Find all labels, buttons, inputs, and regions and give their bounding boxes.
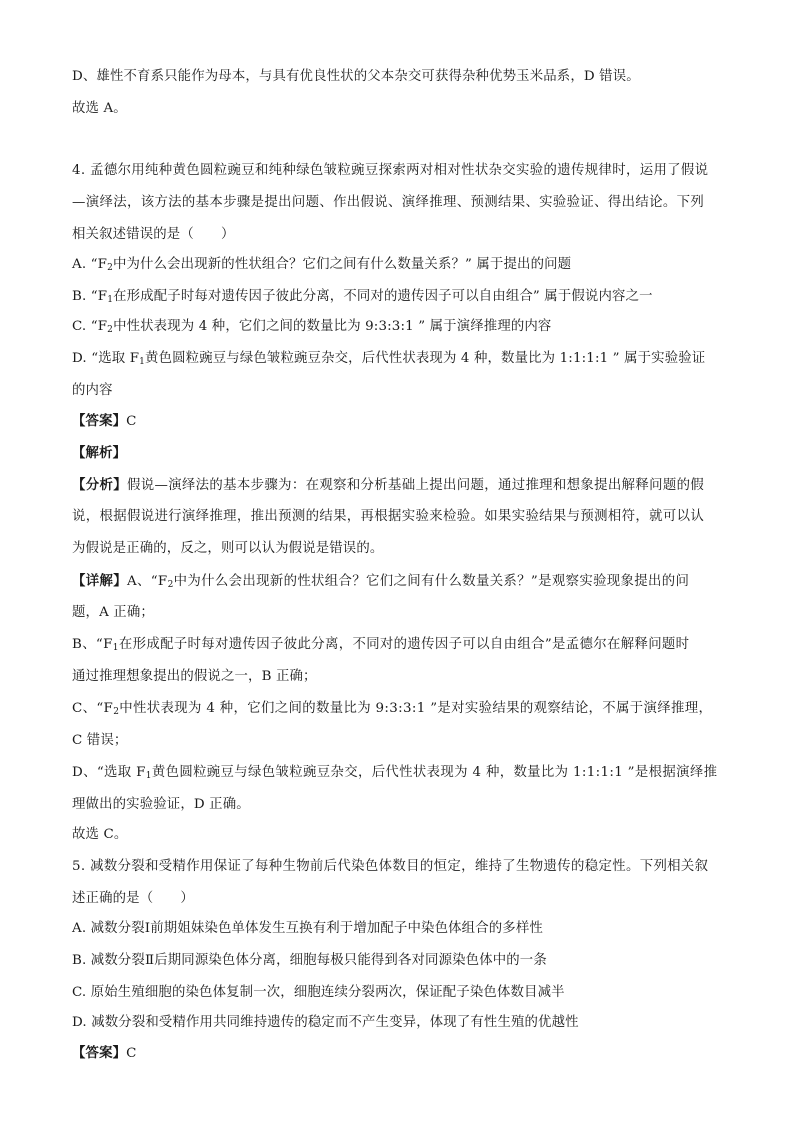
text-line — [72, 194, 704, 212]
text-line — [72, 350, 705, 368]
text-line — [72, 604, 154, 622]
text-line — [72, 508, 704, 526]
section-tag: 【解析】 — [72, 445, 127, 461]
text-line — [72, 100, 127, 118]
line-text: C、“F — [72, 701, 114, 716]
generation-subscript: 1 — [139, 357, 146, 367]
line-text: 说，根据假说进行演绎推理，推出预测的结果，再根据实验来检验。如果实验结果与预测相符，就可以认 — [72, 509, 705, 524]
line-text: C — [126, 414, 137, 429]
line-text: 在形成配子时每对遗传因子彼此分离，不同对的遗传因子可以自由组合” 属于假说内容之一 — [113, 289, 653, 304]
text-line — [72, 764, 717, 782]
line-text: A. 减数分裂Ⅰ前期姐妹染色单体发生互换有利于增加配子中染色体组合的多样性 — [72, 921, 543, 936]
text-line — [72, 1044, 137, 1063]
text-line — [72, 952, 547, 970]
text-line — [72, 288, 653, 306]
line-text: 通过推理想象提出的假说之一，B 正确； — [72, 669, 317, 684]
line-text: D、“选取 F — [72, 765, 146, 780]
text-line — [72, 572, 689, 591]
line-text: A. “F — [72, 257, 108, 272]
line-text: 黄色圆粒豌豆与绿色皱粒豌豆杂交，后代性状表现为 4 种，数量比为 1:1:1:1 ” 属于实验验证 — [145, 351, 706, 366]
text-line — [72, 162, 708, 180]
section-tag: 【分析】 — [72, 477, 127, 493]
text-line — [72, 226, 235, 244]
text-line — [72, 318, 551, 336]
generation-subscript: 2 — [113, 707, 120, 717]
line-text: —演绎法，该方法的基本步骤是提出问题、作出假说、演绎推理、预测结果、实验验证、得出结论。下列 — [72, 195, 705, 210]
text-line — [72, 68, 640, 86]
line-text: 中为什么会出现新的性状组合？它们之间有什么数量关系？”是观察实验现象提出的问 — [173, 574, 690, 589]
line-text: 中为什么会出现新的性状组合？它们之间有什么数量关系？” 属于提出的问题 — [112, 257, 572, 272]
text-line — [72, 636, 689, 654]
line-text: B. 减数分裂Ⅱ后期同源染色体分离，细胞每极只能得到各对同源染色体中的一条 — [72, 953, 547, 968]
line-text: D、雄性不育系只能作为母本，与具有优良性状的父本杂交可获得杂种优势玉米品系，D 错误。 — [72, 69, 640, 84]
line-text: 在形成配子时每对遗传因子彼此分离，不同对的遗传因子可以自由组合”是孟德尔在解释问题时 — [118, 637, 690, 652]
text-line — [72, 890, 194, 908]
line-text: 5. 减数分裂和受精作用保证了每种生物前后代染色体数目的恒定，维持了生物遗传的稳定性。下列相关叙 — [72, 859, 709, 874]
generation-subscript: 1 — [145, 771, 152, 781]
text-line — [72, 412, 137, 431]
text-line — [72, 476, 704, 495]
line-text: D. “选取 F — [72, 351, 140, 366]
line-text: 黄色圆粒豌豆与绿色皱粒豌豆杂交，后代性状表现为 4 种，数量比为 1:1:1:1 ”是根据演绎推 — [151, 765, 718, 780]
line-text: 相关叙述错误的是（ ） — [72, 227, 235, 242]
text-line — [72, 858, 708, 876]
line-text: 故选 A。 — [72, 101, 127, 116]
section-tag: 【答案】 — [72, 1045, 127, 1061]
line-text: 中性状表现为 4 种，它们之间的数量比为 9:3:3:1 ”是对实验结果的观察结论，不属于演绎推理， — [119, 701, 713, 716]
text-line — [72, 920, 543, 938]
section-tag: 【答案】 — [72, 413, 127, 429]
text-line — [72, 382, 113, 400]
text-line — [72, 732, 127, 750]
text-line — [72, 984, 565, 1002]
line-text: 4. 孟德尔用纯种黄色圆粒豌豆和纯种绿色皱粒豌豆探索两对相对性状杂交实验的遗传规律时，运用了假说 — [72, 163, 709, 178]
generation-subscript: 2 — [107, 325, 114, 335]
text-line — [72, 668, 317, 686]
line-text: C 错误； — [72, 733, 128, 748]
text-line — [72, 444, 126, 463]
line-text: 为假说是正确的，反之，则可以认为假说是错误的。 — [72, 541, 384, 556]
line-text: 理做出的实验验证，D 正确。 — [72, 797, 250, 812]
line-text: A、“F — [126, 574, 168, 589]
line-text: 题，A 正确； — [72, 605, 154, 620]
line-text: C. “F — [72, 319, 108, 334]
line-text: 故选 C。 — [72, 827, 128, 842]
line-text: 的内容 — [72, 383, 113, 398]
line-text: C. 原始生殖细胞的染色体复制一次，细胞连续分裂两次，保证配子染色体数目减半 — [72, 985, 565, 1000]
text-line — [72, 700, 712, 718]
text-line — [72, 1014, 579, 1032]
text-line — [72, 540, 383, 558]
line-text: B. “F — [72, 289, 108, 304]
text-line — [72, 796, 250, 814]
generation-subscript: 1 — [107, 295, 114, 305]
line-text: 述正确的是（ ） — [72, 891, 194, 906]
line-text: C — [126, 1046, 137, 1061]
section-tag: 【详解】 — [72, 573, 127, 589]
line-text: B、“F — [72, 637, 113, 652]
line-text: 假说—演绎法的基本步骤为：在观察和分析基础上提出问题，通过推理和想象提出解释问题的假 — [126, 478, 705, 493]
text-line — [72, 256, 571, 274]
text-line — [72, 826, 127, 844]
generation-subscript: 1 — [112, 643, 119, 653]
line-text: D. 减数分裂和受精作用共同维持遗传的稳定而不产生变异，体现了有性生殖的优越性 — [72, 1015, 579, 1030]
generation-subscript: 2 — [167, 580, 174, 590]
line-text: 中性状表现为 4 种，它们之间的数量比为 9:3:3:1 ” 属于演绎推理的内容 — [113, 319, 552, 334]
generation-subscript: 2 — [107, 263, 113, 273]
